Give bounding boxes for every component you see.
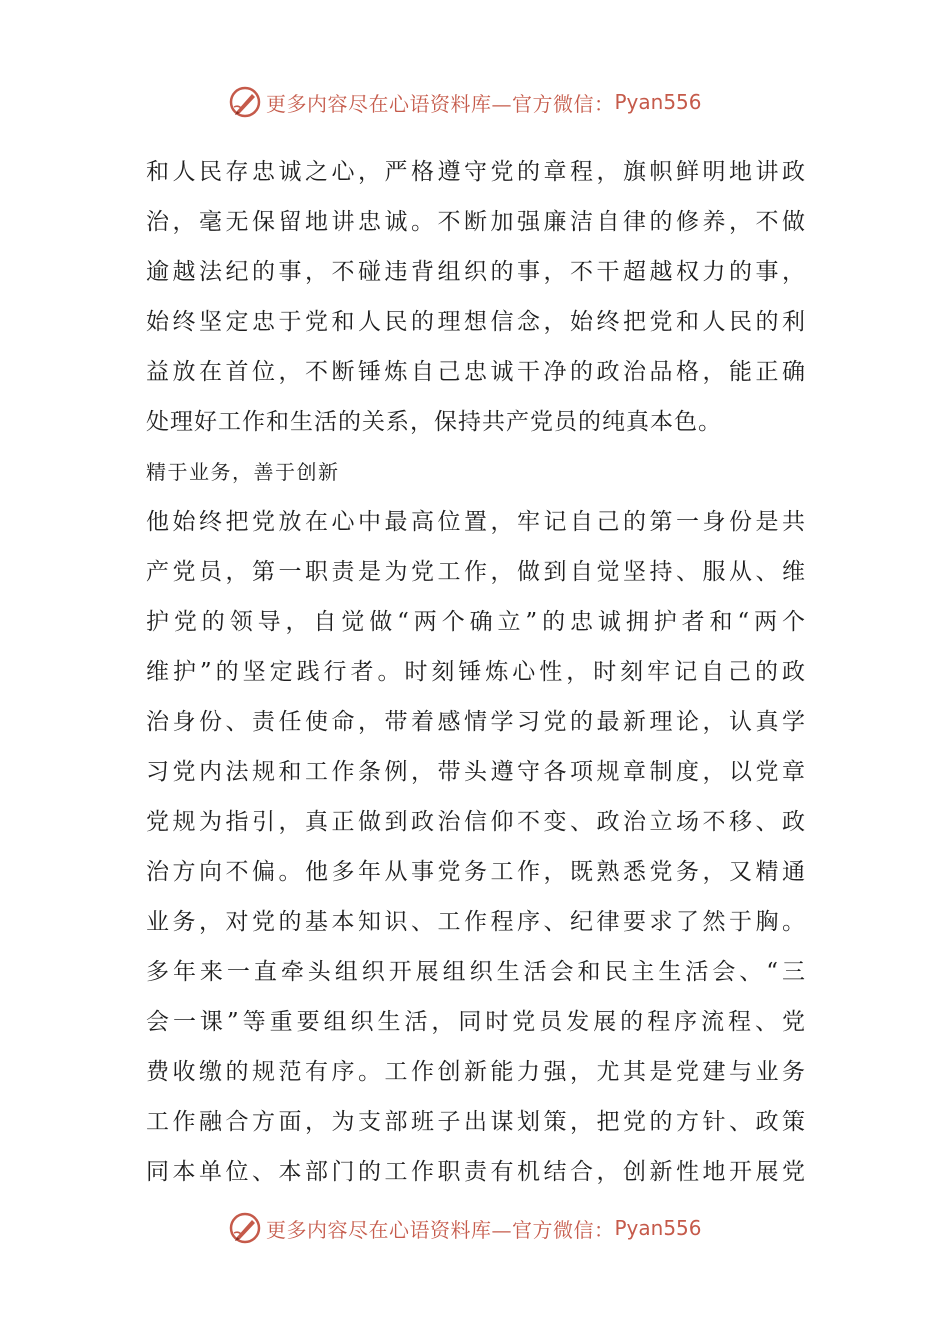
text-line: 治方向不偏。他多年从事党务工作，既熟悉党务，又精通 <box>146 859 806 885</box>
text-line: 始终坚定忠于党和人民的理想信念，始终把党和人民的利 <box>146 309 806 335</box>
header-banner <box>228 82 702 122</box>
text-line: 费收缴的规范有序。工作创新能力强，尤其是党建与业务 <box>146 1059 806 1085</box>
section-heading: 精于业务，善于创新 <box>146 460 340 484</box>
banner-text: 更多内容尽在心语资料库—官方微信： <box>266 91 615 116</box>
text-line: 和人民存忠诚之心，严格遵守党的章程，旗帜鲜明地讲政 <box>146 159 806 185</box>
paragraph-2 <box>146 497 806 1197</box>
banner-text: 更多内容尽在心语资料库—官方微信： <box>266 1217 615 1242</box>
paragraph-1 <box>146 147 806 447</box>
wechat-id: Pyan556 <box>614 90 702 114</box>
footer-banner <box>228 1208 702 1248</box>
text-line: 益放在首位，不断锤炼自己忠诚干净的政治品格，能正确 <box>146 359 806 385</box>
text-line: 逾越法纪的事，不碰违背组织的事，不干超越权力的事， <box>146 259 806 285</box>
pen-logo-icon <box>228 1211 262 1245</box>
text-line: 处理好工作和生活的关系，保持共产党员的纯真本色。 <box>146 409 722 435</box>
text-line: 业务，对党的基本知识、工作程序、纪律要求了然于胸。 <box>146 909 806 935</box>
wechat-id: Pyan556 <box>614 1216 702 1240</box>
text-line: 习党内法规和工作条例，带头遵守各项规章制度，以党章 <box>146 759 806 785</box>
document-body <box>146 147 806 1197</box>
text-line: 治，毫无保留地讲忠诚。不断加强廉洁自律的修养，不做 <box>146 209 806 235</box>
text-line: 维护”的坚定践行者。时刻锤炼心性，时刻牢记自己的政 <box>146 659 806 685</box>
text-line: 他始终把党放在心中最高位置，牢记自己的第一身份是共 <box>146 509 806 535</box>
text-line: 多年来一直牵头组织开展组织生活会和民主生活会、“三 <box>146 959 806 985</box>
pen-logo-icon <box>228 85 262 119</box>
text-line: 会一课”等重要组织生活，同时党员发展的程序流程、党 <box>146 1009 806 1035</box>
text-line: 党规为指引，真正做到政治信仰不变、政治立场不移、政 <box>146 809 806 835</box>
text-line: 治身份、责任使命，带着感情学习党的最新理论，认真学 <box>146 709 806 735</box>
text-line: 同本单位、本部门的工作职责有机结合，创新性地开展党 <box>146 1159 806 1185</box>
text-line: 产党员，第一职责是为党工作，做到自觉坚持、服从、维 <box>146 559 806 585</box>
text-line: 护党的领导，自觉做“两个确立”的忠诚拥护者和“两个 <box>146 609 806 635</box>
text-line: 工作融合方面，为支部班子出谋划策，把党的方针、政策 <box>146 1109 806 1135</box>
